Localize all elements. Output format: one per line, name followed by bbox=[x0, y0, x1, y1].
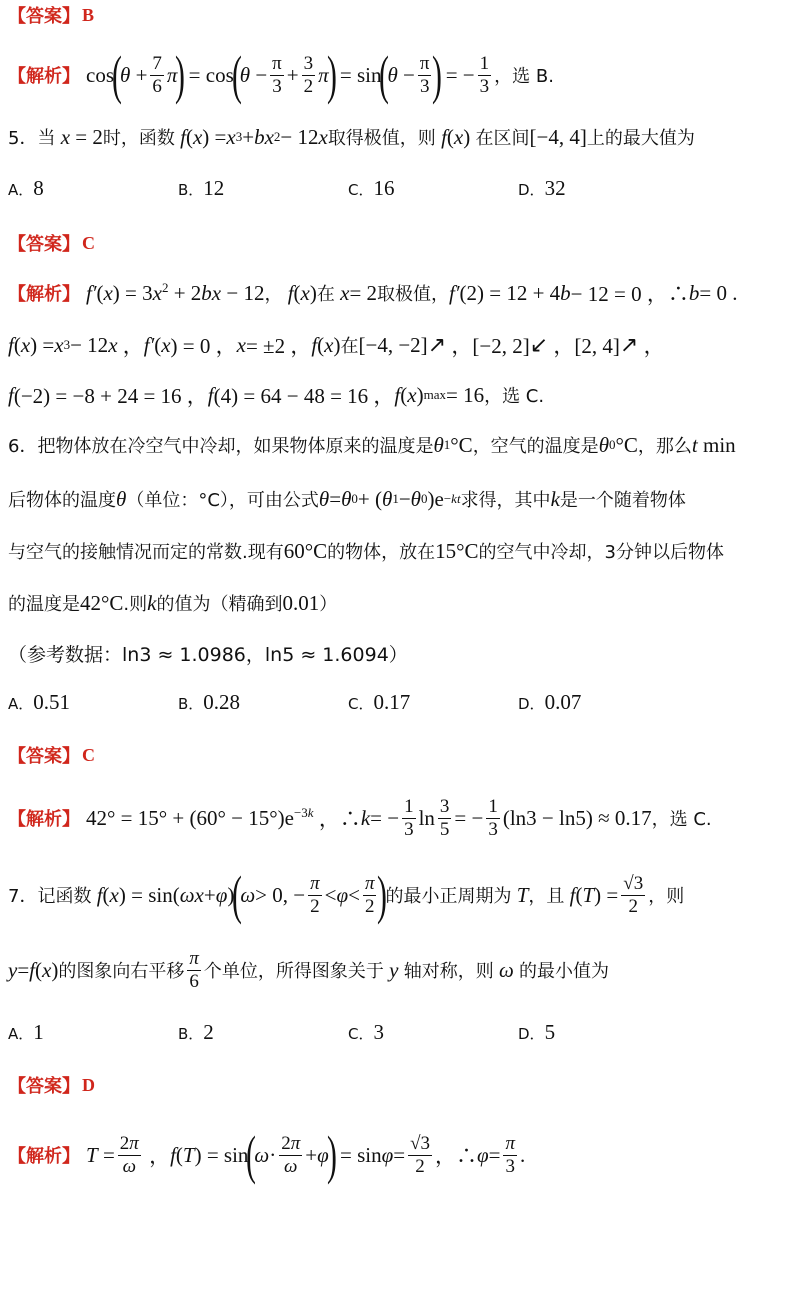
q5-answer-line: 【答案】 C bbox=[8, 232, 95, 255]
option-c[interactable]: C．3 bbox=[348, 1020, 384, 1044]
option-c[interactable]: C．0.17 bbox=[348, 690, 411, 714]
option-d[interactable]: D．5 bbox=[518, 1020, 556, 1044]
fraction: $\frac{1}{3}$ bbox=[404, 795, 414, 840]
q6-stem-1: 6． 把物体放在冷空气中冷却，如果物体原来的温度是 θ 1 °C ，空气的温度是 θ 0 °C ，那么 t min bbox=[8, 432, 736, 457]
option-b[interactable]: B．2 bbox=[178, 1020, 214, 1044]
option-a[interactable]: A．0.51 bbox=[8, 690, 71, 714]
question-number: 6． bbox=[8, 436, 38, 457]
q4-answer-line bbox=[8, 2, 94, 28]
fraction: $\frac{\pi}{3}$ bbox=[419, 52, 430, 97]
q6-analysis: 【解析】 $42^\circ = 15^\circ + (60^\circ - 15^\circ)e^{-3k}$ ，∴ k = − $\frac{1}{3}$ ln $\frac{3}{5}$ = − $\frac{1}{3}$ (ln3 − ln5) ≈ 0.17 ，选 C. bbox=[8, 795, 712, 840]
q4-analysis-line: 【解析】 cos ( θ + $\frac{7}{6}$ π ) = cos ( θ − $\frac{\pi}{3}$ + $\frac{3}{2}$ π ) = sin ( θ − $\frac{\pi}{3}$ ) = − $\frac{1}{3}$ ，选 B. bbox=[8, 45, 554, 105]
q6-stem-3: 与空气的接触情况而定的常数.现有 60°C 的物体，放在 15°C 的空气中冷却，3分钟以后物体 bbox=[8, 538, 724, 563]
fraction: $\frac{3}{2}$ bbox=[303, 52, 314, 97]
answer-value: C bbox=[82, 232, 95, 253]
answer-value: D bbox=[82, 1074, 95, 1095]
fraction: $\frac{3}{5}$ bbox=[439, 795, 450, 840]
q7-analysis: 【解析】 T = $\frac{2\pi}{\omega}$ ， f ( T ) = sin ( ω · $\frac{2\pi}{\omega}$ + φ ) = sin φ = $\frac{√3}{2}$ ，∴ φ = $\frac{\pi}{3}$ . bbox=[8, 1125, 526, 1185]
fraction: $\frac{\pi}{3}$ bbox=[505, 1132, 515, 1177]
fraction: $\frac{1}{3}$ bbox=[488, 795, 498, 840]
option-c[interactable]: C．16 bbox=[348, 176, 395, 200]
q7-stem-2: y = f ( x ) 的图象向右平移 $\frac{\pi}{6}$ 个单位，所得图象关于 y 轴对称，则 ω 的最小值为 bbox=[8, 947, 610, 992]
answer-value: C bbox=[82, 744, 95, 765]
fraction: $\frac{√3}{2}$ bbox=[410, 1132, 430, 1177]
answer-tag: 【答案】 bbox=[8, 6, 80, 27]
q6-options bbox=[8, 690, 788, 720]
fraction: $\frac{\pi}{3}$ bbox=[272, 52, 282, 97]
option-d[interactable]: D．32 bbox=[518, 176, 566, 200]
fraction: $\frac{\pi}{2}$ bbox=[364, 872, 375, 917]
fraction: $\frac{\pi}{6}$ bbox=[189, 947, 199, 992]
analysis-tag: 【解析】 bbox=[8, 66, 80, 87]
option-b[interactable]: B．12 bbox=[178, 176, 225, 200]
q6-answer-line: 【答案】 C bbox=[8, 744, 95, 767]
conclusion: ，选 B. bbox=[494, 66, 554, 87]
q5-options bbox=[8, 176, 788, 206]
fraction: $\frac{2\pi}{\omega}$ bbox=[281, 1132, 301, 1177]
q6-reference-data: （参考数据：ln3 ≈ 1.0986，ln5 ≈ 1.6094） bbox=[8, 644, 408, 666]
question-number: 7． bbox=[8, 886, 38, 907]
fraction: $\frac{\pi}{2}$ bbox=[310, 872, 320, 917]
q5-analysis-2: f ( x ) = x 3 − 12 x ， f′ ( x ) = 0 ， x = ±2 ， f ( x ) 在 [−4, −2] ↗ ，[−2, 2] ↙ ，[2, 4] ↗ ， bbox=[8, 332, 665, 358]
q6-stem-2: 后物体的温度 θ （单位：°C），可由公式 θ = θ 0 + ( θ 1 − θ 0 )e −kt 求得，其中 k 是一个随着物体 bbox=[8, 486, 686, 511]
q5-analysis-3: f (−2) = −8 + 24 = 16 ， f (4) = 64 − 48 = 16 ， f ( x ) max = 16 ，选 C. bbox=[8, 382, 545, 408]
answer-value: B bbox=[82, 4, 95, 25]
fraction: $\frac{2\pi}{\omega}$ bbox=[119, 1132, 139, 1177]
option-b[interactable]: B．0.28 bbox=[178, 690, 241, 714]
q5-stem: 5． 当 x = 2 时，函数 f ( x ) = x 3 + bx 2 − 12 x 取得极值，则 f ( x ) 在区间 [−4, 4] 上的最大值为 bbox=[8, 124, 695, 149]
question-number: 5． bbox=[8, 128, 38, 149]
q6-stem-4: 的温度是 42°C .则 k 的值为（精确到 0.01 ） bbox=[8, 590, 338, 615]
q5-analysis-1: 【解析】 $f'(x) = 3x^2 + 2bx - 12$ ， f ( x ) 在 x = 2 取极值， f′ (2) = 12 + 4 b − 12 = 0 ，∴ b = 0 . bbox=[8, 280, 738, 306]
option-a[interactable]: A．8 bbox=[8, 176, 44, 200]
fraction: $\frac{1}{3}$ bbox=[479, 52, 490, 97]
option-d[interactable]: D．0.07 bbox=[518, 690, 582, 714]
option-a[interactable]: A．1 bbox=[8, 1020, 44, 1044]
q7-answer-line: 【答案】 D bbox=[8, 1074, 95, 1097]
fraction: $\frac{√3}{2}$ bbox=[623, 872, 644, 917]
q7-options bbox=[8, 1020, 788, 1050]
q7-stem-1: 7． 记函数 f ( x ) = sin( ωx + φ ) ( ω > 0, − $\frac{\pi}{2}$ < φ < $\frac{\pi}{2}$ ) 的最小正周期为 T ，且 f ( T ) = $\frac{√3}{2}$ ，则 bbox=[8, 865, 685, 925]
fraction: $\frac{7}{6}$ bbox=[152, 52, 162, 97]
